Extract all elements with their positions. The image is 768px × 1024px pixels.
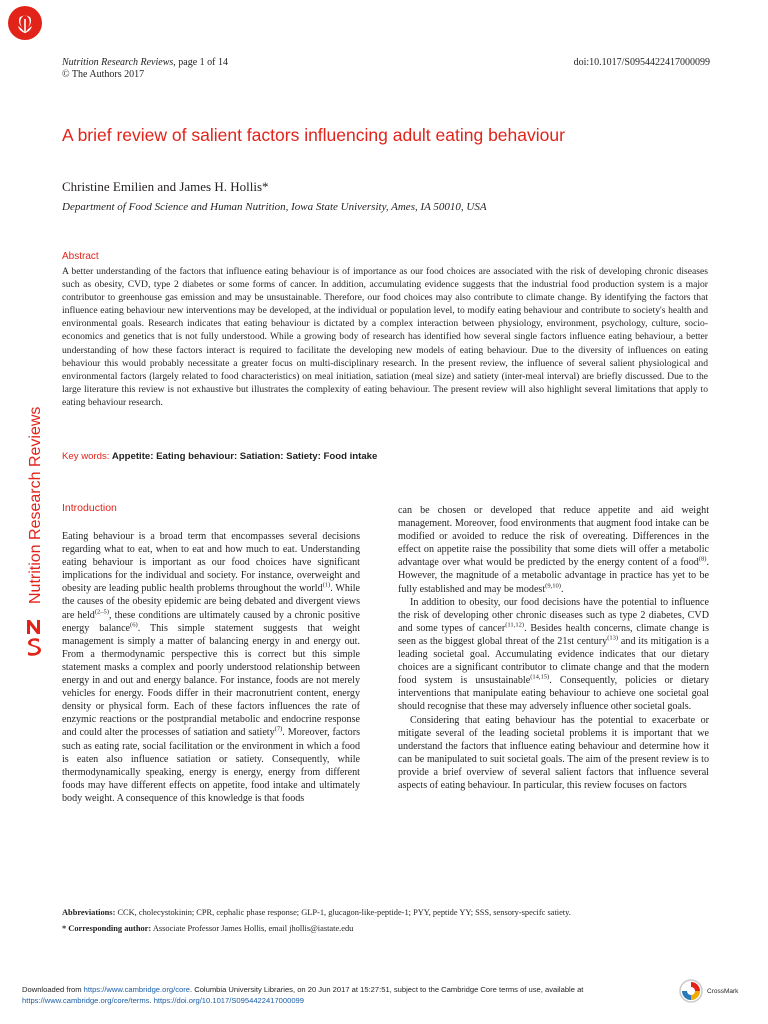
citation[interactable]: (11,12) [505,621,525,629]
footnotes [62,907,708,935]
citation[interactable]: (14,15) [530,673,550,681]
article-title: A brief review of salient factors influencing adult eating behaviour [62,125,565,145]
doi[interactable]: doi:10.1017/S0954422417000099 [573,57,710,68]
journal-name: Nutrition Research Reviews [62,57,174,68]
citation[interactable]: (2–5) [94,608,110,616]
corresponding-author-footnote: * Corresponding author: Associate Professor James Hollis, email jhollis@iastate.edu [62,924,354,933]
ns-logo-icon [24,616,44,656]
copyright: © The Authors 2017 [62,69,145,80]
sidebar-journal-name: Nutrition Research Reviews [27,406,44,604]
body-column-right [398,504,709,792]
section-heading-introduction: Introduction [62,502,117,514]
crossmark-icon [679,979,703,1003]
citation[interactable]: (8) [698,556,707,564]
paragraph: Eating behaviour is a broad term that encompasses several decisions regarding what to eat, when to eat and how much to eat. Understanding eating behaviour is important as our food choices have significant implications for the individual and society. For instance, overweight and obesity are leading public health problems throughout the world$^{(1)}$. While the causes of the obesity epidemic are being debated and divergent views are held$^{(2-5)}$, these conditions are ultimately caused by a chronic positive energy balance$^{(6)}$. This simple statement suggests that weight management is simply a matter of balancing energy in and energy out. From a thermodynamic perspective this is correct but this simple statement masks a complex and poorly understood relationship between energy in and out and energy balance. For instance, foods are not merely vehicles for energy. Foods differ in their macronutrient content, energy density or physical form. Each of these factors influences the rate of enzymic reactions or the postprandial metabolic and endocrine response and could alter the processes of satiation and satiety$^{(7)}$. Moreover, factors such as eating rate, social facilitation or the environment in which a food is eaten also influence satiation or satiety. Consequently, while thermodynamically speaking, energy is energy, energy from different foods may have different effects on appetite, food intake and ultimately body weight. A consequence of this knowledge is that foods [62,531,361,804]
citation[interactable]: (1) [322,582,331,590]
cambridge-core-link[interactable]: https://www.cambridge.org/core [83,985,190,994]
author-list: Christine Emilien and James H. Hollis* [62,179,269,194]
citation[interactable]: (13) [607,634,619,642]
abstract-text: A better understanding of the factors that influence eating behaviour is of importance as our food choices are associated with the risk of developing chronic diseases such as obesity, CVD, type 2 diabetes or some forms of cancer. In addition, accumulating evidence suggests that the industrial food production system is a major contributor to greenhouse gas emission and may be unsustainable. Therefore, our food choices may also contribute to climate change. By identifying the factors that influence eating behaviour new interventions may be developed, at the individual or population level, to modify eating behaviour and contribute to society's health and environmental goals. Research indicates that eating behaviour is dictated by a complex interaction between physiology, environment, psychology, culture, socio-economics and genetics that is not fully understood. While a growing body of research has identified how several single factors influence eating behaviour, a better understanding of how these factors interact is required to facilitate the developing new models of eating behaviour. Due to the diversity of influences on eating behaviour this would probably necessitate a greater focus on multi-disciplinary research. In the present review, the influence of several salient physiological and environmental factors (largely related to food characteristics) on meal initiation, satiation (meal size) and satiety (inter-meal interval) are briefly discussed. Due to the large literature this review is not exhaustive but illustrates the complexity of eating behaviour. The present review will also highlight several limitations that apply to eating behaviour research. [62,266,708,408]
paragraph: In addition to obesity, our food decisions have the potential to influence the risk of developing other chronic diseases such as type 2 diabetes, CVD and some types of cancer$^{(11,12)}$. Besides health concerns, climate change is seen as the biggest global threat of the 21st century$^{(13)}$ and its mitigation is a leading societal goal. Accumulating evidence indicates that our dietary choices are a significant contributor to climate change and that the modern food system is unsustainable$^{(14,15)}$. Consequently, policies or dietary interventions that manipulate eating behaviour to achieve one societal goal should recognise that these may adversely influence other societal goals. [398,596,709,713]
paragraph: Considering that eating behaviour has the potential to exacerbate or mitigate several of the leading societal problems it is important that we understand the factors that influence eating behaviour and determine how it can be manipulated to suit societal goals. The aim of the present review is to provide a brief overview of several salient factors that influence several aspects of eating behaviour. In particular, this review focuses on factors [398,714,709,791]
journal-logo-icon [8,6,42,40]
crossmark-label: CrossMark [707,988,739,995]
keywords-text: Appetite: Eating behaviour: Satiation: Satiety: Food intake [111,451,378,462]
abbreviations-footnote: Abbreviations: CCK, cholecystokinin; CPR, cephalic phase response; GLP-1, glucagon-like-peptide-1; PYY, peptide YY; SSS, sensory-specifc satiety. [62,908,571,917]
body-column-left [62,530,360,805]
terms-link[interactable]: https://www.cambridge.org/core/terms [22,995,150,1005]
keywords-label: Key words: [62,451,110,462]
citation[interactable]: (9,10) [545,582,561,590]
page-info: , page 1 of 14 [173,57,228,68]
citation[interactable]: (6) [130,621,138,629]
crossmark-badge[interactable] [679,979,749,1005]
citation[interactable]: (7) [274,726,283,734]
abstract-heading: Abstract [62,251,99,262]
doi-link[interactable]: https://doi.org/10.1017/S0954422417000099 [153,995,305,1005]
paragraph: can be chosen or developed that reduce appetite and aid weight management. Moreover, food environments that augment food intake can be modified or avoided to reduce the risk of overeating. Differences in the effect on appetite raise the possibility that some diets will offer a metabolic advantage over what would be predicted by the energy content of a food$^{(8)}$. However, the magnitude of a metabolic advantage in practice has yet to be fully established and may be modest$^{(9,10)}$. [398,505,709,595]
download-footer: Downloaded from https://www.cambridge.org/core. Columbia University Libraries, on 20 Jun 2017 at 15:27:51, subject to the Cambridge Core terms of use, available at https://www.cambridge.org/core/terms. https://doi.org/10.1017/S0954422417000099 [22,985,584,1005]
affiliation: Department of Food Science and Human Nutrition, Iowa State University, Ames, IA 50010, USA [62,201,487,213]
running-header [62,57,228,81]
keywords [62,451,377,463]
